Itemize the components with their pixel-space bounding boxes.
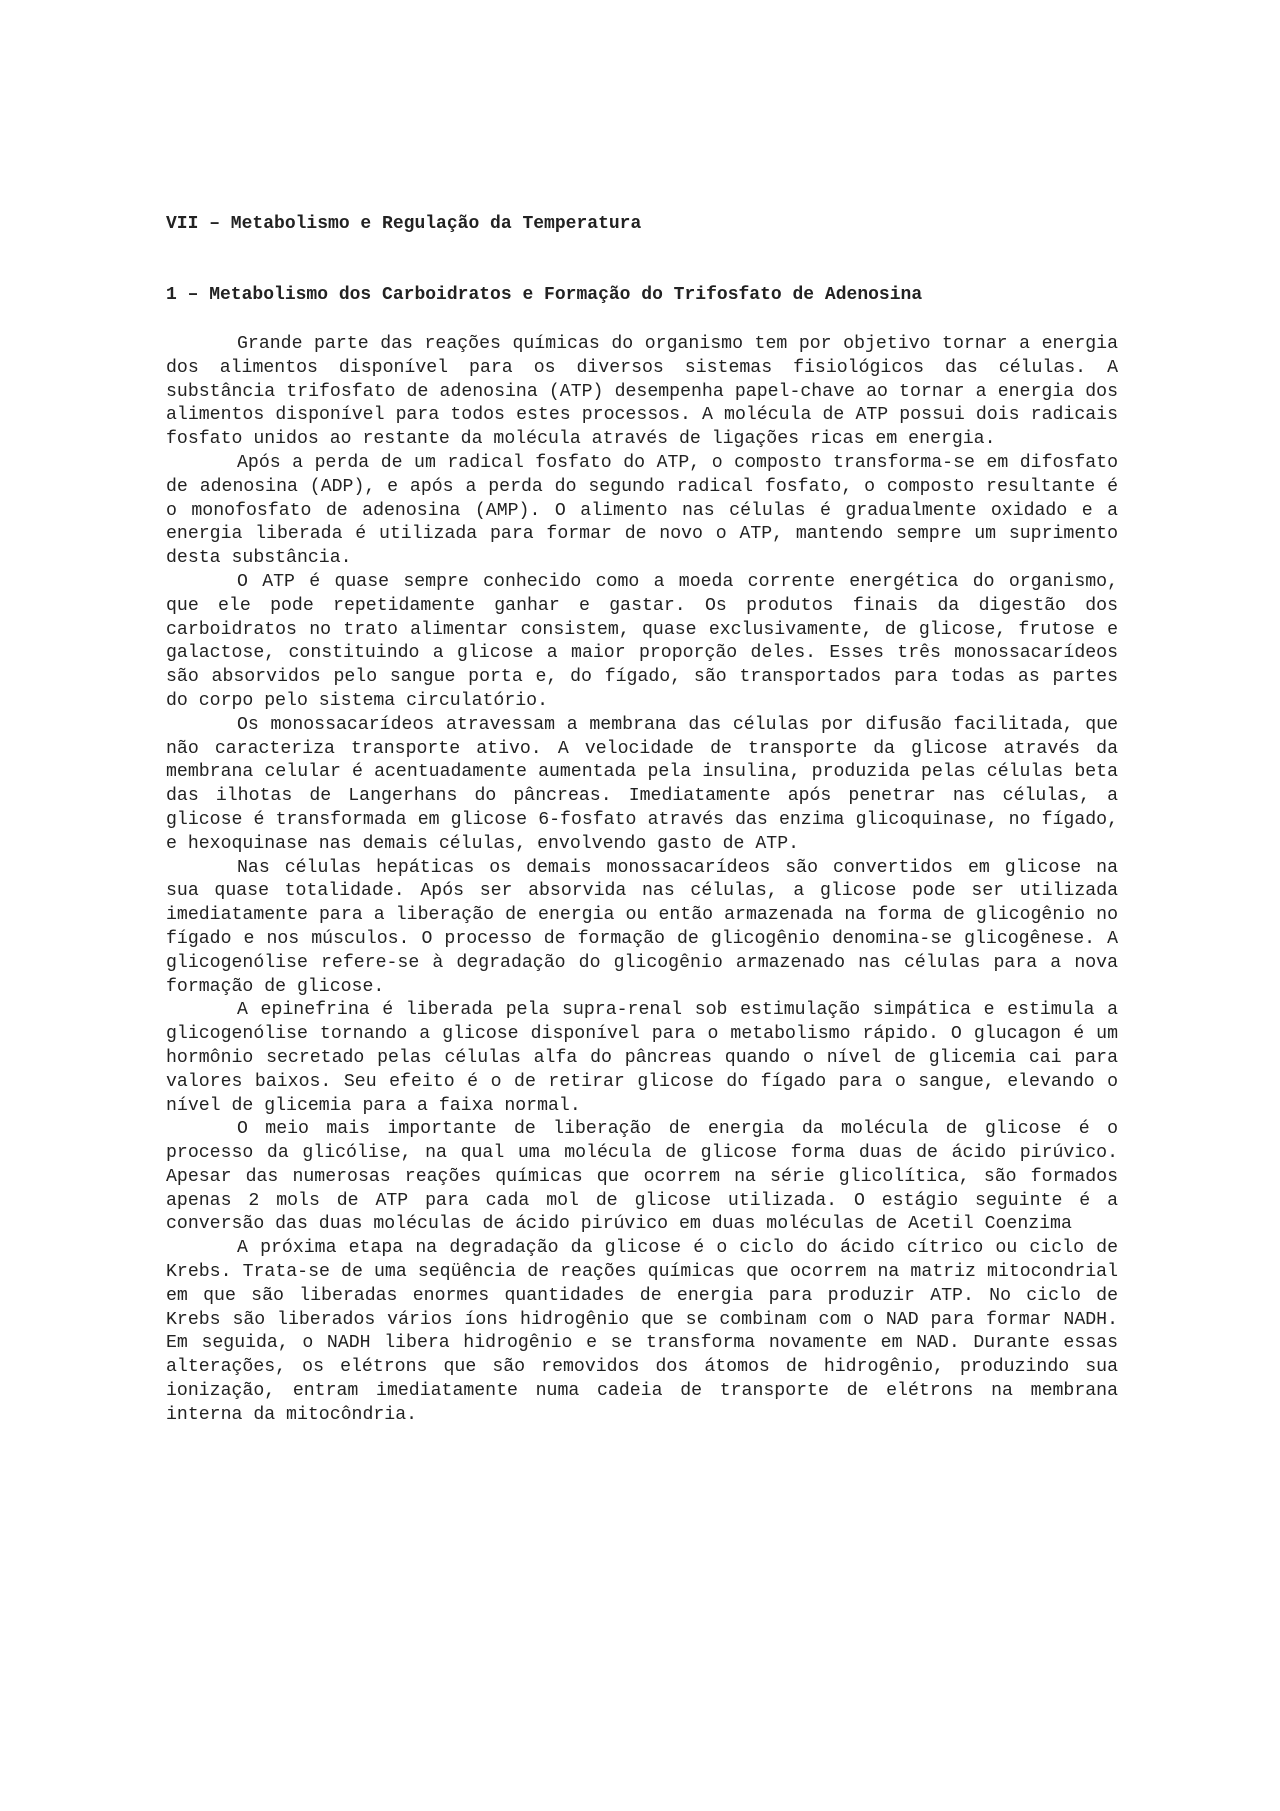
- paragraph: Nas células hepáticas os demais monossacarídeos são convertidos em glicose na sua quase totalidade. Após ser absorvida nas células, a glicose pode ser utilizada imediatamente para a liberação de energia ou então armazenada na forma de glicogênio no fígado e nos músculos. O processo de formação de glicogênio denomina-se glicogênese. A glicogenólise refere-se à degradação do glicogênio armazenado nas células para a nova formação de glicose.: [166, 857, 1118, 997]
- paragraph: O meio mais importante de liberação de energia da molécula de glicose é o processo da glicólise, na qual uma molécula de glicose forma duas de ácido pirúvico. Apesar das numerosas reações químicas que ocorrem na série glicolítica, são formados apenas 2 mols de ATP para cada mol de glicose utilizada. O estágio seguinte é a conversão das duas moléculas de ácido pirúvico em duas moléculas de Acetil Coenzima: [166, 1119, 1118, 1235]
- body-text: [166, 333, 1118, 1428]
- section-heading: 1 – Metabolismo dos Carboidratos e Formação do Trifosfato de Adenosina: [166, 285, 923, 305]
- paragraph: Grande parte das reações químicas do organismo tem por objetivo tornar a energia dos alimentos disponível para os diversos sistemas fisiológicos das células. A substância trifosfato de adenosina (ATP) desempenha papel-chave ao tornar a energia dos alimentos disponível para todos estes processos. A molécula de ATP possui dois radicais fosfato unidos ao restante da molécula através de ligações ricas em energia.: [166, 334, 1118, 450]
- paragraph: A próxima etapa na degradação da glicose é o ciclo do ácido cítrico ou ciclo de Krebs. Trata-se de uma seqüência de reações químicas que ocorrem na matriz mitocondrial em que são liberadas enormes quantidades de energia para produzir ATP. No ciclo de Krebs são liberados vários íons hidrogênio que se combinam com o NAD para formar NADH. Em seguida, o NADH libera hidrogênio e se transforma novamente em NAD. Durante essas alterações, os elétrons que são removidos dos átomos de hidrogênio, produzindo sua ionização, entram imediatamente numa cadeia de transporte de elétrons na membrana interna da mitocôndria.: [166, 1238, 1118, 1425]
- chapter-title: VII – Metabolismo e Regulação da Temperatura: [166, 214, 642, 234]
- paragraph: Os monossacarídeos atravessam a membrana das células por difusão facilitada, que não caracteriza transporte ativo. A velocidade de transporte da glicose através da membrana celular é acentuadamente aumentada pela insulina, produzida pelas células beta das ilhotas de Langerhans do pâncreas. Imediatamente após penetrar nas células, a glicose é transformada em glicose 6-fosfato através das enzima glicoquinase, no fígado, e hexoquinase nas demais células, envolvendo gasto de ATP.: [166, 714, 1118, 854]
- paragraph: Após a perda de um radical fosfato do ATP, o composto transforma-se em difosfato de adenosina (ADP), e após a perda do segundo radical fosfato, o composto resultante é o monofosfato de adenosina (AMP). O alimento nas células é gradualmente oxidado e a energia liberada é utilizada para formar de novo o ATP, mantendo sempre um suprimento desta substância.: [166, 452, 1118, 569]
- paragraph: O ATP é quase sempre conhecido como a moeda corrente energética do organismo, que ele pode repetidamente ganhar e gastar. Os produtos finais da digestão dos carboidratos no trato alimentar consistem, quase exclusivamente, de glicose, frutose e galactose, constituindo a glicose a maior proporção deles. Esses três monossacarídeos são absorvidos pelo sangue porta e, do fígado, são transportados para todas as partes do corpo pelo sistema circulatório.: [166, 571, 1118, 711]
- paragraph: A epinefrina é liberada pela supra-renal sob estimulação simpática e estimula a glicogenólise tornando a glicose disponível para o metabolismo rápido. O glucagon é um hormônio secretado pelas células alfa do pâncreas quando o nível de glicemia cai para valores baixos. Seu efeito é o de retirar glicose do fígado para o sangue, elevando o nível de glicemia para a faixa normal.: [166, 1000, 1118, 1116]
